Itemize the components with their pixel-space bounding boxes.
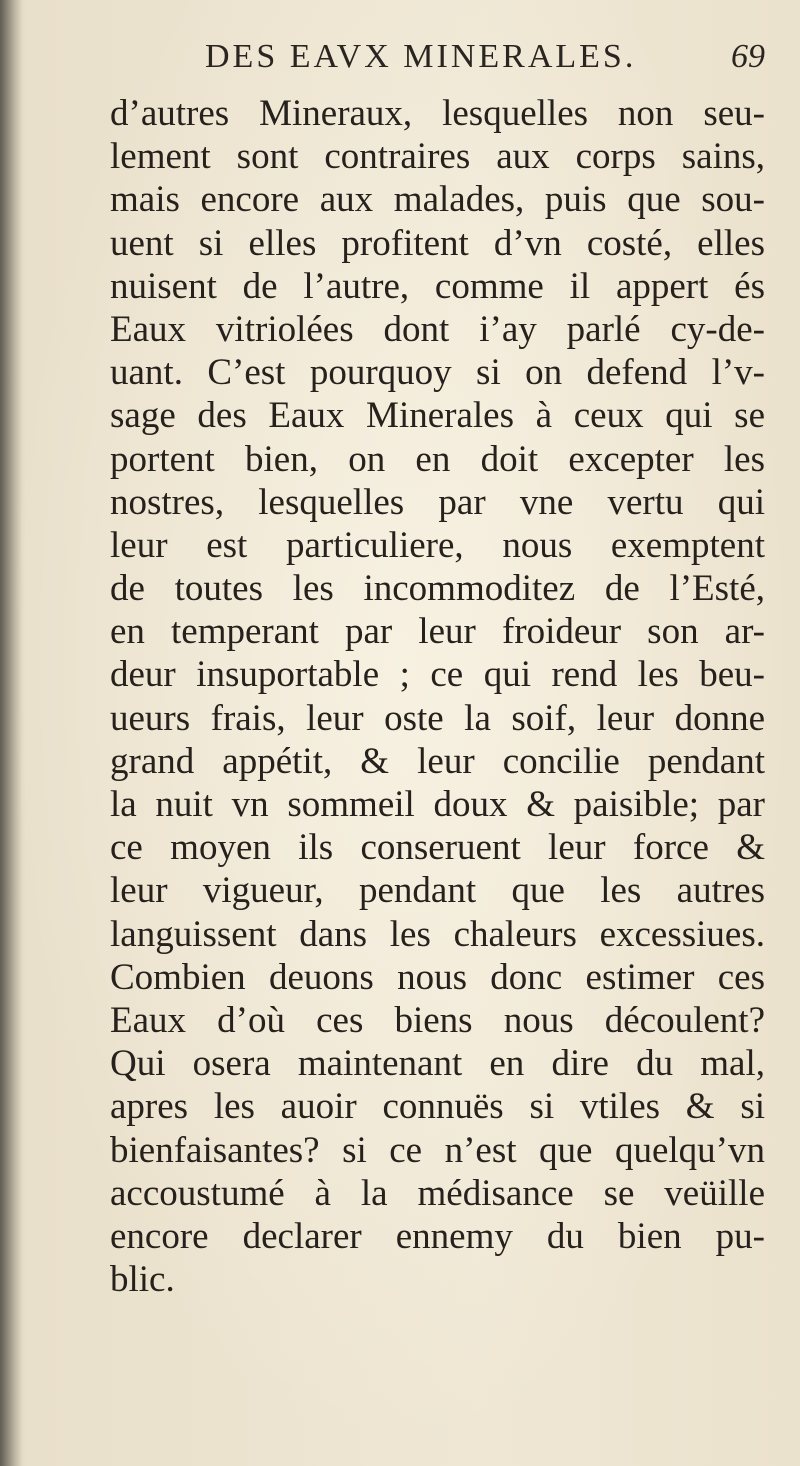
text-line: de toutes les incommoditez de l’Esté, [110, 568, 765, 610]
text-line: Qui osera maintenant en dire du mal, [110, 1043, 765, 1085]
text-line: ueurs frais, leur oste la soif, leur donne [110, 697, 765, 739]
text-line: leur vigueur, pendant que les autres [110, 870, 765, 912]
text-line: Combien deuons nous donc estimer ces [110, 956, 765, 998]
text-line: Eaux d’où ces biens nous découlent? [110, 999, 765, 1041]
text-line: grand appétit, & leur concilie pendant [110, 740, 765, 782]
text-line: Eaux vitriolées dont i’ay parlé cy-de- [110, 308, 765, 350]
text-line: sage des Eaux Minerales à ceux qui se [110, 395, 765, 437]
text-line: nostres, lesquelles par vne vertu qui [110, 481, 765, 523]
text-line: accoustumé à la médisance se veüille [110, 1172, 765, 1214]
text-line: mais encore aux malades, puis que sou- [110, 179, 765, 221]
body-text [110, 92, 765, 1301]
binding-gutter-shadow [0, 0, 22, 1466]
text-line: la nuit vn sommeil doux & paisible; par [110, 784, 765, 825]
text-line: nuisent de l’autre, comme il appert és [110, 265, 765, 307]
text-line: portent bien, on en doit excepter les [110, 438, 765, 480]
text-line: d’autres Mineraux, lesquelles non seu- [110, 93, 765, 134]
text-line: uant. C’est pourquoy si on defend l’v- [110, 352, 765, 394]
text-line: languissent dans les chaleurs excessiues. [110, 913, 765, 955]
text-line: deur insuportable ; ce qui rend les beu- [110, 654, 765, 696]
text-line: lement sont contraires aux corps sains, [110, 136, 765, 178]
text-line: bienfaisantes? si ce n’est que quelqu’vn [110, 1129, 765, 1171]
running-title: DES EAVX MINERALES. [205, 38, 637, 75]
text-line: apres les auoir connuës si vtiles & si [110, 1086, 765, 1128]
text-line: blic. [110, 1259, 175, 1301]
text-line: uent si elles profitent d’vn costé, elles [110, 222, 765, 264]
text-line: ce moyen ils conseruent leur force & [110, 827, 765, 869]
text-line: leur est particuliere, nous exemptent [110, 524, 765, 566]
text-line: encore declarer ennemy du bien pu- [110, 1215, 765, 1257]
page-header [205, 38, 765, 86]
page-number: 69 [731, 38, 765, 75]
text-line: en temperant par leur froideur son ar- [110, 611, 765, 653]
